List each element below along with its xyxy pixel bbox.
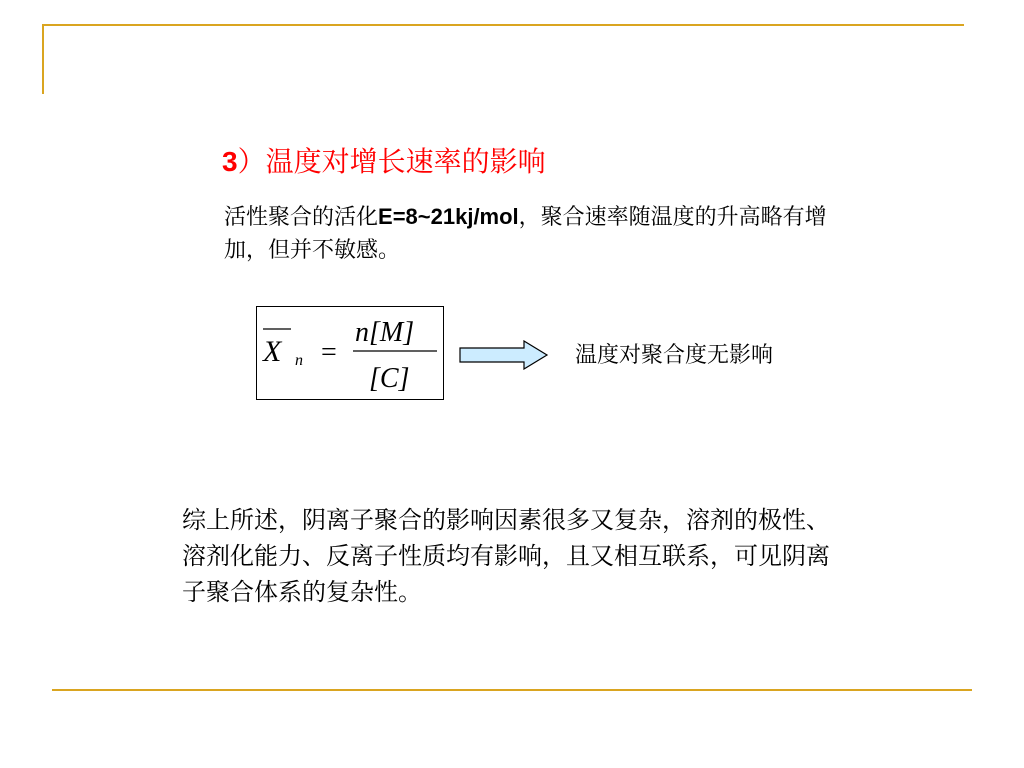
intro-text-before: 活性聚合的活化	[224, 205, 379, 230]
degree-of-polymerization-formula	[257, 307, 443, 399]
temperature-note: 温度对聚合度无影响	[575, 343, 774, 368]
top-rule	[42, 24, 964, 26]
intro-paragraph	[224, 200, 834, 267]
heading-number: 3	[222, 146, 238, 177]
formula-box	[256, 306, 444, 400]
activation-energy: E=8~21kj/mol	[378, 204, 519, 229]
formula-numerator: n[M]	[355, 317, 415, 348]
summary-paragraph: 综上所述，阴离子聚合的影响因素很多又复杂，溶剂的极性、溶剂化能力、反离子性质均有影响，且又相互联系，可见阴离子聚合体系的复杂性。	[182, 506, 830, 606]
right-arrow	[458, 340, 550, 374]
formula-lhs-subscript: n	[295, 352, 303, 369]
arrow-shape	[460, 341, 547, 369]
left-rule	[42, 24, 44, 94]
intro-text-after: ，聚合速率随温度的升高略有增加，但并不敏感。	[224, 205, 827, 263]
formula-equals: =	[321, 337, 337, 368]
formula-denominator: [C]	[369, 363, 410, 394]
section-heading	[222, 142, 546, 182]
right-arrow-icon	[458, 340, 550, 370]
formula-lhs-symbol: X	[263, 335, 282, 368]
heading-title: ）温度对增长速率的影响	[237, 145, 546, 178]
bottom-rule	[52, 689, 972, 691]
